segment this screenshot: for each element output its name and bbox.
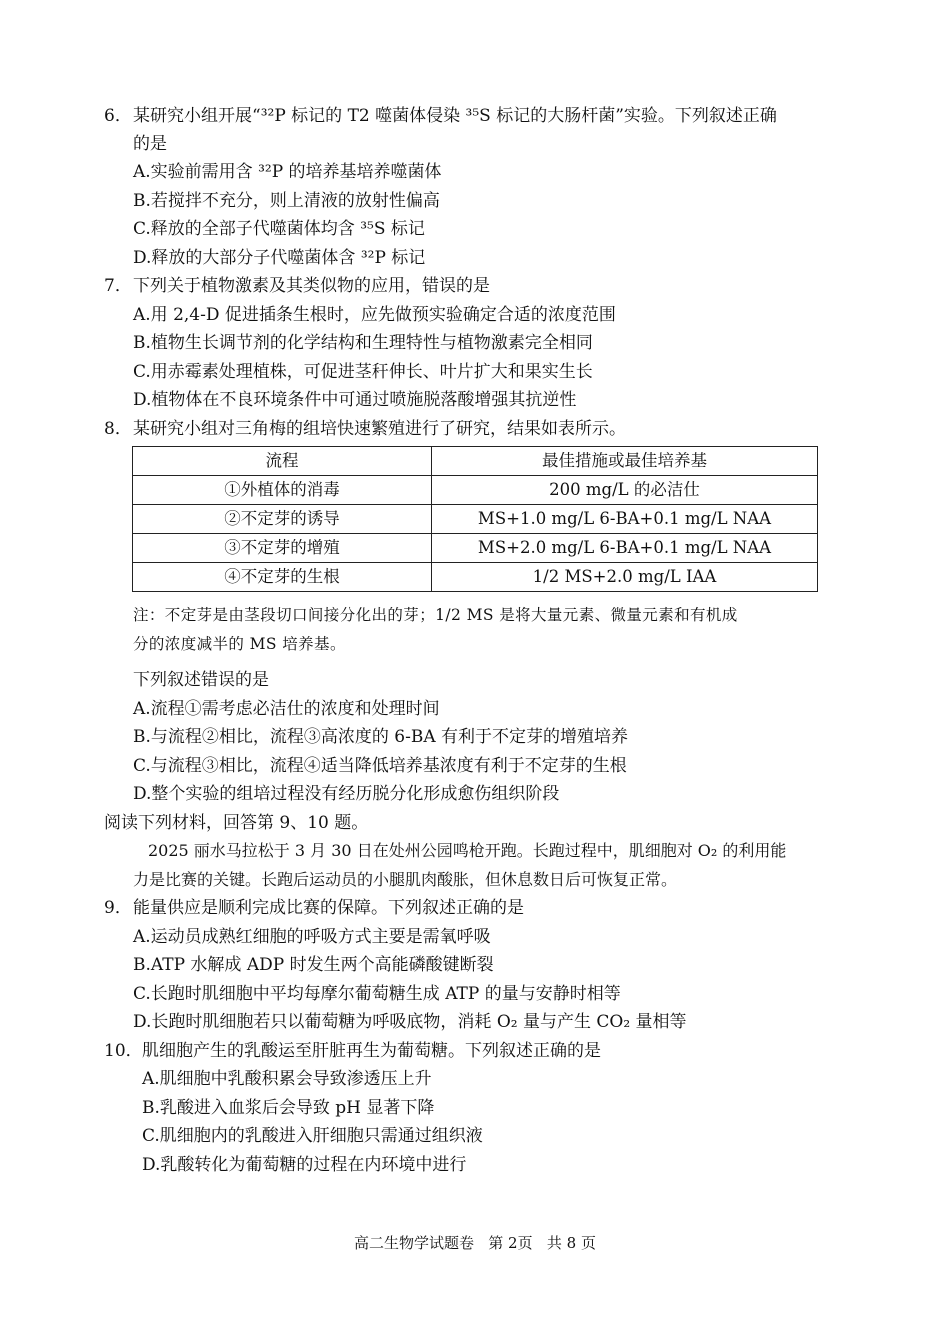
question-6-stem-line2: 的是 (133, 134, 167, 154)
question-10-option-d: D.乳酸转化为葡萄糖的过程在内环境中进行 (142, 1155, 467, 1175)
table-header-row (133, 447, 818, 476)
culture-protocol-table (132, 446, 818, 592)
question-6-option-c: C.释放的全部子代噬菌体均含 ³⁵S 标记 (133, 219, 425, 239)
table-row (133, 505, 818, 534)
question-8-stem: 某研究小组对三角梅的组培快速繁殖进行了研究，结果如表所示。 (133, 419, 626, 439)
question-7-stem: 下列关于植物激素及其类似物的应用，错误的是 (133, 276, 490, 296)
question-9-stem: 能量供应是顺利完成比赛的保障。下列叙述正确的是 (133, 898, 524, 918)
question-9-option-a: A.运动员成熟红细胞的呼吸方式主要是需氧呼吸 (133, 927, 491, 947)
question-9-number: 9． (104, 898, 132, 918)
question-8-option-c: C.与流程③相比，流程④适当降低培养基浓度有利于不定芽的生根 (133, 756, 627, 776)
table-cell: ④不定芽的生根 (133, 563, 432, 592)
question-7-option-c: C.用赤霉素处理植株，可促进茎秆伸长、叶片扩大和果实生长 (133, 362, 593, 382)
table-cell: ②不定芽的诱导 (133, 505, 432, 534)
table-cell: MS+1.0 mg/L 6-BA+0.1 mg/L NAA (432, 505, 818, 534)
table-header-cell: 流程 (133, 447, 432, 476)
table-cell: MS+2.0 mg/L 6-BA+0.1 mg/L NAA (432, 534, 818, 563)
question-6-option-b: B.若搅拌不充分，则上清液的放射性偏高 (133, 191, 440, 211)
question-7-option-d: D.植物体在不良环境条件中可通过喷施脱落酸增强其抗逆性 (133, 390, 577, 410)
reading-intro: 阅读下列材料，回答第 9、10 题。 (104, 813, 369, 833)
question-6-stem-line1: 某研究小组开展“³²P 标记的 T2 噬菌体侵染 ³⁵S 标记的大肠杆菌”实验。下列叙述正确 (133, 106, 777, 126)
question-7-option-a: A.用 2,4-D 促进插条生根时，应先做预实验确定合适的浓度范围 (133, 305, 616, 325)
reading-paragraph-line2: 力是比赛的关键。长跑后运动员的小腿肌肉酸胀，但休息数日后可恢复正常。 (133, 870, 678, 889)
question-7-option-b: B.植物生长调节剂的化学结构和生理特性与植物激素完全相同 (133, 333, 593, 353)
question-8-prompt: 下列叙述错误的是 (133, 670, 269, 690)
question-10-option-c: C.肌细胞内的乳酸进入肝细胞只需通过组织液 (142, 1126, 483, 1146)
question-7-number: 7． (104, 276, 132, 296)
table-cell: 1/2 MS+2.0 mg/L IAA (432, 563, 818, 592)
table-cell: ③不定芽的增殖 (133, 534, 432, 563)
table-row (133, 563, 818, 592)
page-footer: 高二生物学试题卷 第 2页 共 8 页 (353, 1234, 596, 1252)
table-header-cell: 最佳措施或最佳培养基 (432, 447, 818, 476)
table-row (133, 476, 818, 505)
question-6-option-a: A.实验前需用含 ³²P 的培养基培养噬菌体 (133, 162, 442, 182)
table-note-line2: 分的浓度减半的 MS 培养基。 (133, 635, 346, 653)
question-6-number: 6． (104, 106, 132, 126)
reading-paragraph-line1: 2025 丽水马拉松于 3 月 30 日在处州公园鸣枪开跑。长跑过程中，肌细胞对 O₂ 的利用能 (148, 841, 787, 860)
question-9-option-b: B.ATP 水解成 ADP 时发生两个高能磷酸键断裂 (133, 955, 494, 975)
question-8-option-d: D.整个实验的组培过程没有经历脱分化形成愈伤组织阶段 (133, 784, 560, 804)
table-cell: ①外植体的消毒 (133, 476, 432, 505)
question-10-option-a: A.肌细胞中乳酸积累会导致渗透压上升 (142, 1069, 432, 1089)
table-row (133, 534, 818, 563)
question-9-option-d: D.长跑时肌细胞若只以葡萄糖为呼吸底物，消耗 O₂ 量与产生 CO₂ 量相等 (133, 1012, 687, 1032)
question-8-option-a: A.流程①需考虑必洁仕的浓度和处理时间 (133, 699, 440, 719)
question-10-option-b: B.乳酸进入血浆后会导致 pH 显著下降 (142, 1098, 435, 1118)
question-6-option-d: D.释放的大部分子代噬菌体含 ³²P 标记 (133, 248, 426, 268)
question-10-number: 10． (104, 1041, 143, 1061)
question-8-number: 8． (104, 419, 132, 439)
question-10-stem: 肌细胞产生的乳酸运至肝脏再生为葡萄糖。下列叙述正确的是 (142, 1041, 601, 1061)
question-8-option-b: B.与流程②相比，流程③高浓度的 6-BA 有利于不定芽的增殖培养 (133, 727, 629, 747)
table-cell: 200 mg/L 的必洁仕 (432, 476, 818, 505)
table-note-line1: 注：不定芽是由茎段切口间接分化出的芽；1/2 MS 是将大量元素、微量元素和有机成 (133, 606, 738, 624)
question-9-option-c: C.长跑时肌细胞中平均每摩尔葡萄糖生成 ATP 的量与安静时相等 (133, 984, 621, 1004)
